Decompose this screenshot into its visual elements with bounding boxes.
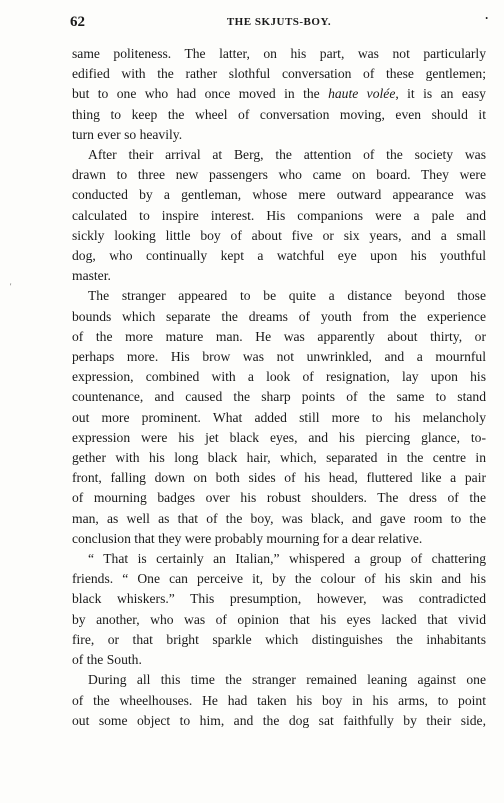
- text-line: same politeness. The latter, on his part, was not particularly: [72, 46, 486, 61]
- text-line: conclusion that they were probably mourning for a dear relative.: [72, 530, 423, 546]
- italic-phrase: haute volée: [328, 86, 396, 102]
- text-line: of the South.: [72, 652, 142, 668]
- text-line: edified with the rather slothful conversation of these gentlemen;: [72, 66, 486, 82]
- text-line: drawn to three new passengers who came on board. They were: [72, 167, 486, 183]
- text-line: friends. “ One can perceive it, by the colour of his skin and his: [72, 571, 486, 587]
- top-mark: •: [485, 14, 488, 23]
- text-line: black whiskers.” This presumption, however, was contradicted: [72, 591, 486, 607]
- paragraph: [72, 286, 486, 549]
- text-line: The stranger appeared to be quite a distance beyond those: [88, 288, 486, 304]
- text-line: During all this time the stranger remained leaning against one: [88, 672, 486, 688]
- text-line: of the more mature man. He was apparently about thirty, or: [72, 328, 486, 344]
- text-line: out more prominent. What added still more to his melancholy: [72, 409, 486, 425]
- text-line: “ That is certainly an Italian,” whispered a group of chattering: [88, 551, 486, 567]
- text-line: man, as well as that of the boy, was black, and gave room to the: [72, 510, 486, 526]
- text-segment: , it is an easy: [395, 86, 486, 102]
- text-line: countenance, and caused the sharp points of the same to stand: [72, 389, 486, 405]
- text-line: thing to keep the wheel of conversation moving, even should it: [72, 106, 486, 122]
- text-line: perhaps more. His brow was not unwrinkled, and a mournful: [72, 349, 486, 365]
- paragraph: [72, 44, 486, 145]
- text-line: dog, who continually kept a watchful eye upon his youthful: [72, 248, 486, 264]
- text-line: sickly looking little boy of about five or six years, and a small: [72, 227, 486, 243]
- text-segment: but to one who had once moved in the: [72, 86, 329, 102]
- text-line: expression were his jet black eyes, and his piercing glance, to-: [72, 429, 486, 445]
- text-line: master.: [72, 268, 111, 284]
- text-line: expression, combined with a look of resignation, lay upon his: [72, 369, 486, 385]
- text-line: bounds which separate the dreams of youth from the experience: [72, 308, 486, 324]
- text-line: calculated to inspire interest. His companions were a pale and: [72, 207, 486, 223]
- running-title: THE SKJUTS-BOY.: [226, 16, 332, 28]
- text-line: by another, who was of opinion that his eyes lacked that vivid: [72, 611, 486, 627]
- text-line: front, falling down on both sides of his head, fluttered like a pair: [72, 470, 486, 486]
- text-line: of mourning badges over his robust shoulders. The dress of the: [72, 490, 486, 506]
- body-text: [72, 44, 486, 731]
- text-line: turn ever so heavily.: [72, 126, 183, 142]
- text-line: fire, or that bright sparkle which distinguishes the inhabitants: [72, 631, 486, 647]
- text-line: After their arrival at Berg, the attention of the society was: [88, 147, 486, 163]
- page-header: [70, 14, 488, 36]
- margin-mark: ': [10, 282, 12, 291]
- page-number: 62: [70, 14, 85, 30]
- text-line: out some object to him, and the dog sat faithfully by their side,: [72, 712, 486, 728]
- text-line: of the wheelhouses. He had taken his boy in his arms, to point: [72, 692, 486, 708]
- text-line: [72, 84, 486, 104]
- paragraph: [72, 670, 486, 731]
- paragraph: [72, 549, 486, 670]
- text-line: gether with his long black hair, which, separated in the centre in: [72, 450, 486, 466]
- text-line: conducted by a gentleman, whose mere outward appearance was: [72, 187, 486, 203]
- paragraph: [72, 145, 486, 286]
